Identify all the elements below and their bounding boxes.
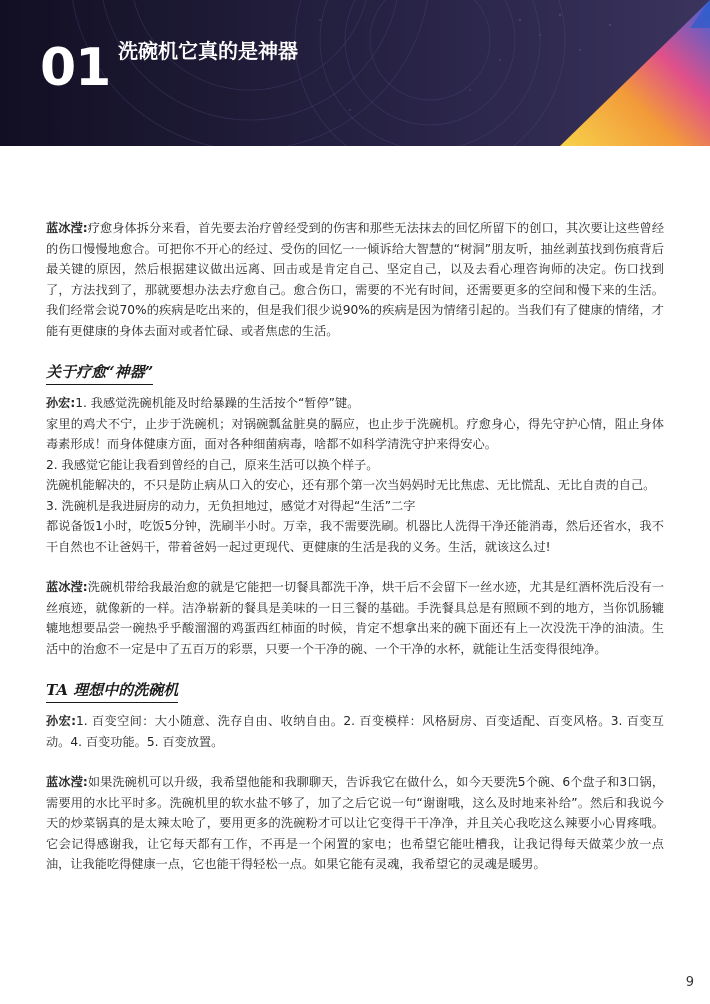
paragraph	[46, 414, 664, 455]
subheading-wrap	[46, 679, 664, 703]
page-number: 9	[685, 975, 694, 990]
paragraph	[46, 772, 664, 875]
paragraph-gap	[46, 752, 664, 772]
paragraph-text: 洗碗机能解决的，不只是防止病从口入的安心，还有那个第一次当妈妈时无比焦虑、无比慌乱、无比自责的自己。	[46, 478, 656, 492]
paragraph-text: 疗愈身体拆分来看，首先要去治疗曾经受到的伤害和那些无法抹去的回忆所留下的创口，其次要让这些曾经的伤口慢慢地愈合。可把你不开心的经过、受伤的回忆一一倾诉给大智慧的“树洞”朋友听，抽丝剥茧找到伤痕背后最关键的原因，然后根据建议做出远离、回击或是肯定自己、坚定自己，以及去看心理咨询师的决定。伤口找到了，方法找到了，那就要想办法去疗愈自己。愈合伤口，需要的不光有时间，还需要更多的空间和慢下来的生活。我们经常会说70%的疾病是吃出来的，但是我们很少说90%的疾病是因为情绪引起的。当我们有了健康的情绪，才能有更健康的身体去面对或者忙碌、或者焦虑的生活。	[46, 221, 665, 338]
paragraph-gap	[46, 341, 664, 361]
paragraph-text: 洗碗机带给我最治愈的就是它能把一切餐具都洗干净，烘干后不会留下一丝水迹，尤其是红酒杯洗后没有一丝痕迹，就像新的一样。洁净崭新的餐具是美味的一日三餐的基础。手洗餐具总是有照顾不到的地方，当你饥肠辘辘地想要品尝一碗热乎乎酸溜溜的鸡蛋西红柿面的时候，肯定不想拿出来的碗下面还有上一次没洗干净的油渍。生活中的治愈不一定是中了五百万的彩票，只要一个干净的碗、一个干净的水杯，就能让生活变得很纯净。	[46, 580, 665, 656]
paragraph	[46, 577, 664, 659]
paragraph-text: 2. 我感觉它能让我看到曾经的自己，原来生活可以换个样子。	[46, 457, 379, 472]
paragraph	[46, 475, 664, 496]
paragraph-text: 1. 百变空间：大小随意、洗存自由、收纳自由。2. 百变模样：风格厨房、百变适配、百变风格。3. 百变互动。4. 百变功能。5. 百变放置。	[46, 714, 664, 749]
paragraph	[46, 218, 664, 341]
subheading: TA 理想中的洗碗机	[46, 679, 178, 703]
speaker-name: 蓝冰滢:	[46, 221, 88, 235]
paragraph-gap	[46, 557, 664, 577]
paragraph	[46, 516, 664, 557]
subheading-wrap	[46, 361, 664, 385]
paragraph-text: 都说备饭1小时，吃饭5分钟，洗刷半小时。万幸，我不需要洗刷。机器比人洗得干净还能消毒，然后还省水，我不干自然也不让爸妈干，带着爸妈一起过更现代、更健康的生活是我的义务。生活，就该这么过!	[46, 519, 664, 554]
speaker-name: 蓝冰滢:	[46, 775, 88, 789]
paragraph-text: 家里的鸡犬不宁，止步于洗碗机；对锅碗瓢盆脏臭的膈应，也止步于洗碗机。疗愈身心，得先守护心情，阻止身体毒素形成！而身体健康方面，面对各种细菌病毒，啥都不如科学清洗守护来得安心。	[46, 416, 664, 451]
article-body	[46, 218, 664, 875]
paragraph	[46, 496, 664, 517]
paragraph-text: 3. 洗碗机是我进厨房的动力，无负担地过，感觉才对得起“生活”二字	[46, 498, 416, 513]
header-banner	[0, 0, 710, 146]
speaker-name: 孙宏:	[46, 714, 77, 728]
paragraph	[46, 393, 664, 414]
section-number: 01	[40, 38, 111, 98]
paragraph-text: 如果洗碗机可以升级，我希望他能和我聊聊天，告诉我它在做什么，如今天要洗5个碗、6个盘子和3口锅，需要用的水比平时多。洗碗机里的软水盐不够了，加了之后它说一句“谢谢哦，这么及时地来补给”。然后和我说今天的炒菜锅真的是太辣太呛了，要用更多的洗碗粉才可以让它变得干干净净，并且关心我吃这么辣要小心胃疼哦。它会记得感谢我，让它每天都有工作，不再是一个闲置的家电；也希望它能吐槽我，让我记得每天做菜少放一点油，让我能吃得健康一点，它也能干得轻松一点。如果它能有灵魂，我希望它的灵魂是暖男。	[46, 775, 665, 871]
paragraph	[46, 711, 664, 752]
paragraph-text: 1. 我感觉洗碗机能及时给暴躁的生活按个“暂停”键。	[75, 396, 360, 410]
section-title: 洗碗机它真的是神器	[118, 39, 298, 63]
speaker-name: 孙宏:	[46, 396, 76, 410]
paragraph	[46, 455, 664, 476]
paragraph-gap	[46, 659, 664, 679]
subheading: 关于疗愈“神器”	[46, 361, 153, 385]
speaker-name: 蓝冰滢:	[46, 580, 88, 594]
